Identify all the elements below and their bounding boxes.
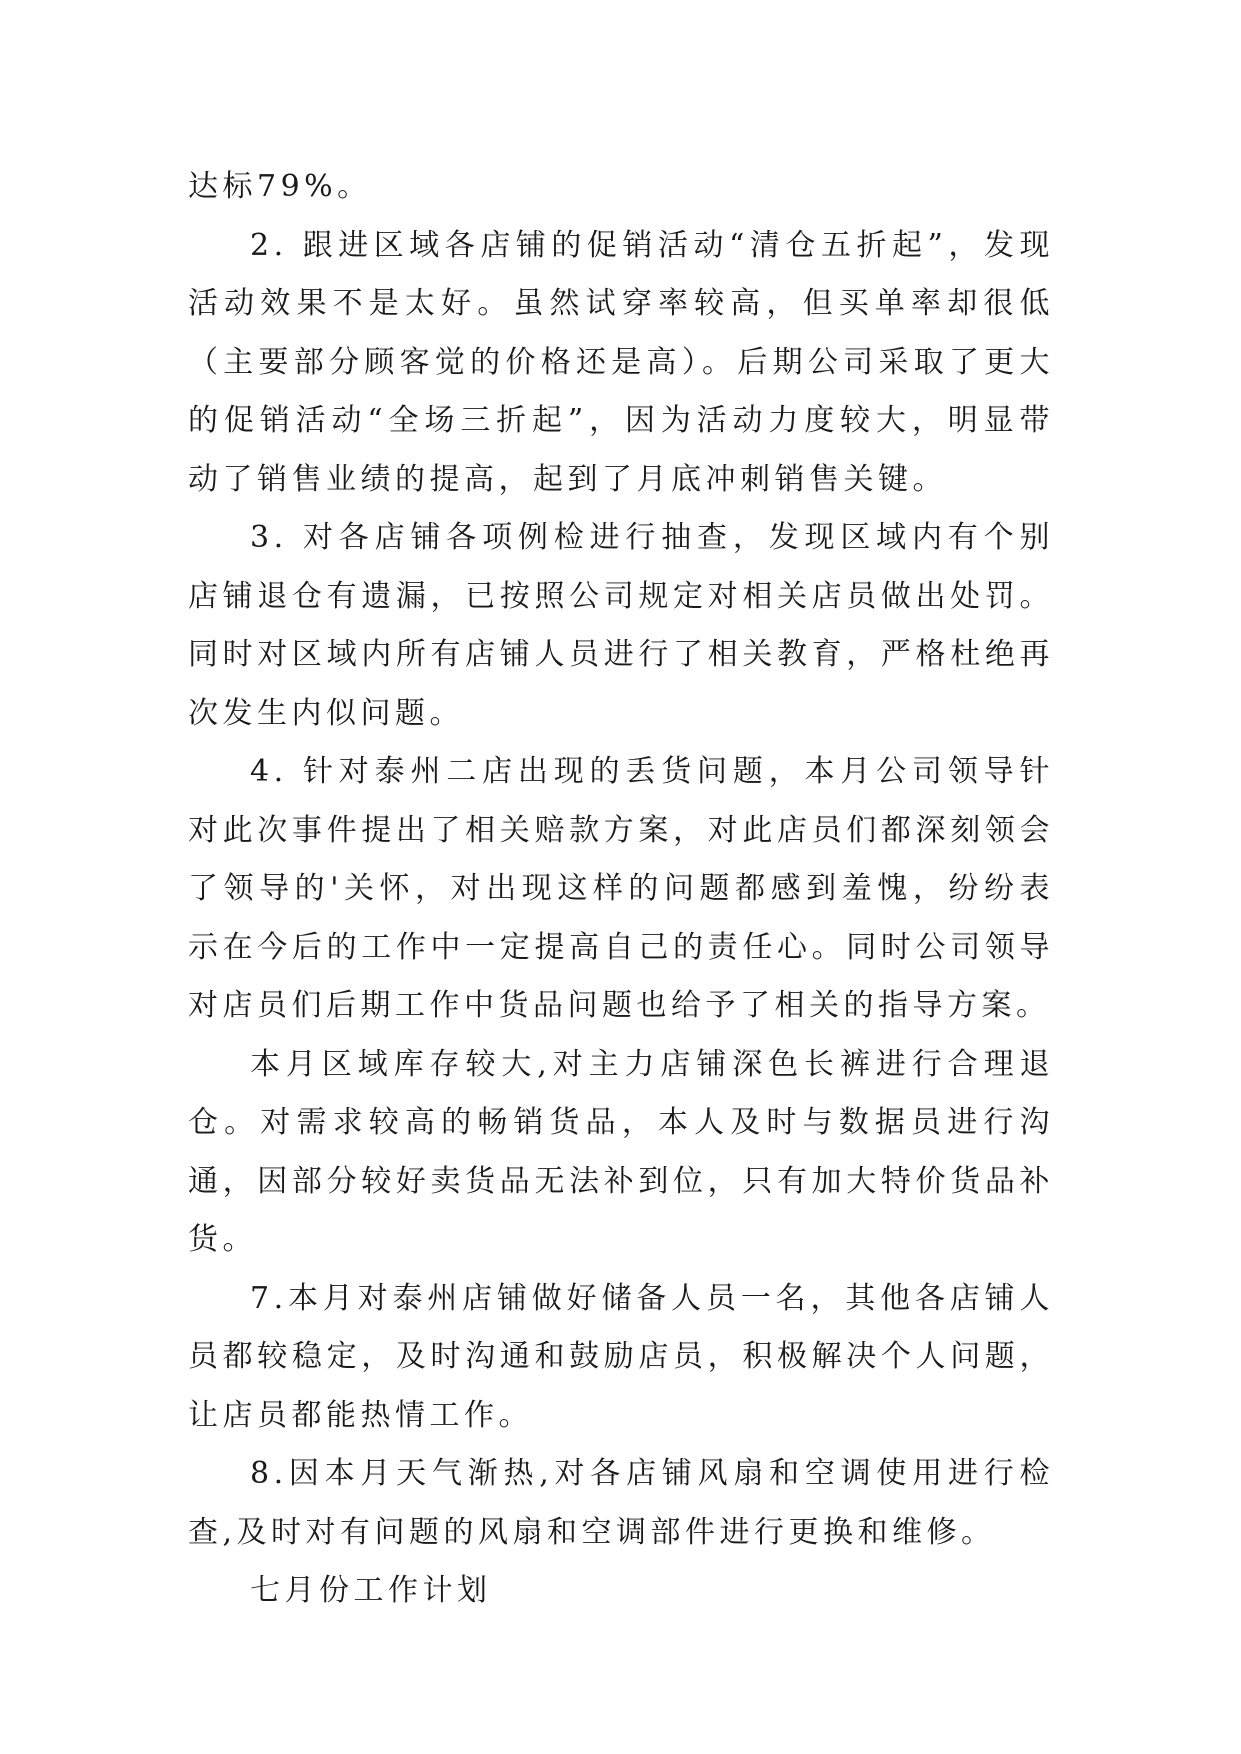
paragraph-inventory: 本月区域库存较大,对主力店铺深色长裤进行合理退仓。对需求较高的畅销货品，本人及时与数据员进行沟通，因部分较好卖货品无法补到位，只有加大特价货品补货。 xyxy=(188,1046,1054,1257)
paragraph-item-7: 7.本月对泰州店铺做好储备人员一名，其他各店铺人员都较稳定，及时沟通和鼓励店员，积极解决个人问题，让店员都能热情工作。 xyxy=(188,1280,1054,1433)
paragraph-item-2: 2. 跟进区域各店铺的促销活动“清仓五折起”，发现活动效果不是太好。虽然试穿率较高，但买单率却很低（主要部分顾客觉的价格还是高）。后期公司采取了更大的促销活动“全场三折起”，因为活动力度较大，明显带动了销售业绩的提高，起到了月底冲刺销售关键。 xyxy=(188,227,1054,497)
paragraph-item-3: 3. 对各店铺各项例检进行抽查，发现区域内有个别店铺退仓有遗漏，已按照公司规定对相关店员做出处罚。同时对区域内所有店铺人员进行了相关教育，严格杜绝再次发生内似问题。 xyxy=(188,520,1054,731)
paragraph-continuation: 达标79%。 xyxy=(188,169,372,204)
paragraph-item-4: 4. 针对泰州二店出现的丢货问题，本月公司领导针对此次事件提出了相关赔款方案，对此店员们都深刻领会了领导的'关怀，对出现这样的问题都感到羞愧，纷纷表示在今后的工作中一定提高自己的责任心。同时公司领导对店员们后期工作中货品问题也给予了相关的指导方案。 xyxy=(188,754,1054,1023)
paragraph-item-8: 8.因本月天气渐热,对各店铺风扇和空调使用进行检查,及时对有问题的风扇和空调部件进行更换和维修。 xyxy=(188,1456,1054,1550)
section-heading-july-plan: 七月份工作计划 xyxy=(250,1573,492,1608)
document-body xyxy=(188,158,1054,1621)
